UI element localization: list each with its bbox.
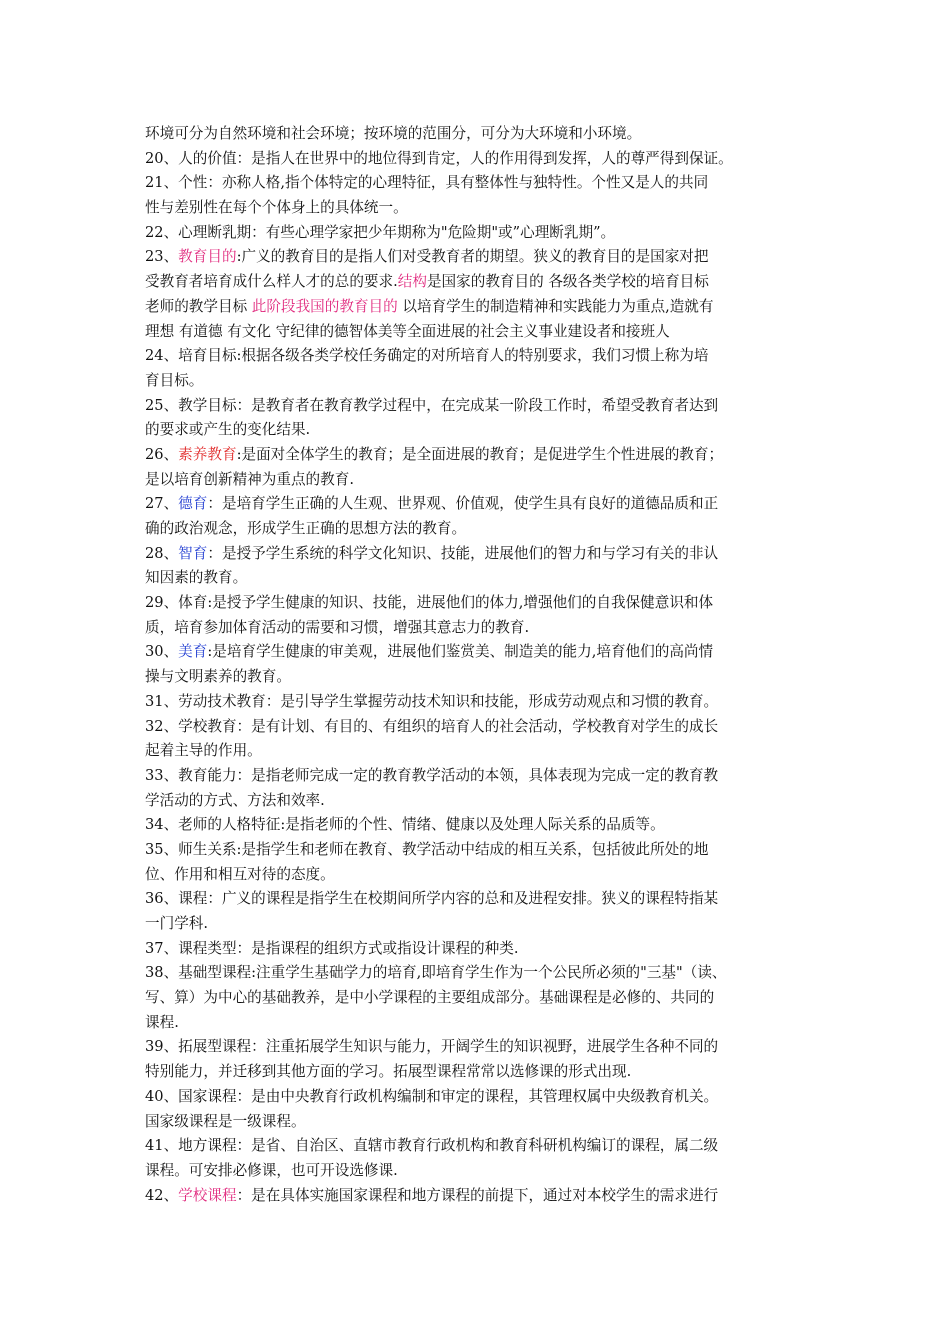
term-definition: ：是授予学生系统的科学文化知识、技能，进展他们的智力和与学习有关的非认: [207, 544, 719, 562]
highlighted-term: 素养教育: [178, 445, 237, 463]
text-line: [145, 542, 813, 567]
text-line: 质，培育参加体育活动的需要和习惯，增强其意志力的教育.: [145, 618, 530, 636]
text-line: 35、师生关系:是指学生和老师在教育、教学活动中结成的相互关系，包括彼此所处的地: [145, 840, 709, 858]
term-definition: :是面对全体学生的教育；是全面进展的教育；是促进学生个性进展的教育；: [236, 445, 724, 463]
text-line: 37、课程类型：是指课程的组织方式或指设计课程的种类.: [145, 939, 519, 957]
text-line: [145, 1184, 813, 1209]
text-line: 是以培育创新精神为重点的教育.: [145, 470, 354, 488]
text-line: 理想 有道德 有文化 守纪律的德智体美等全面进展的社会主义事业建设者和接班人: [145, 322, 670, 340]
text-line: 知因素的教育。: [145, 569, 248, 587]
text-segment: 以培育学生的制造精神和实践能力为重点,造就有: [397, 297, 714, 315]
text-line: 29、体育:是授予学生健康的知识、技能，进展他们的体力,增强他们的自我保健意识和体: [145, 594, 714, 612]
text-line: 的要求或产生的变化结果.: [145, 421, 311, 439]
text-line: 课程。可安排必修课，也可开设选修课.: [145, 1161, 398, 1179]
text-line: [145, 492, 813, 517]
text-line: 41、地方课程：是省、自治区、直辖市教育行政机构和教育科研机构编订的课程，属二级: [145, 1137, 719, 1155]
item-number: 42、: [145, 1186, 179, 1204]
text-line: 38、基础型课程:注重学生基础学力的培育,即培育学生作为一个公民所必须的"三基"（读、: [145, 964, 727, 982]
text-line: 特别能力，并迁移到其他方面的学习。拓展型课程常常以选修课的形式出现.: [145, 1063, 632, 1081]
highlighted-term: 智育: [178, 544, 208, 562]
text-line: [145, 245, 813, 270]
highlighted-term: 学校课程: [178, 1186, 237, 1204]
text-line: 确的政治观念，形成学生正确的思想方法的教育。: [145, 520, 467, 537]
item-number: 26、: [145, 445, 179, 463]
text-line: 起着主导的作用。: [145, 742, 262, 760]
text-line: 性与差别性在每个个体身上的具体统一。: [145, 199, 408, 217]
highlighted-term: 美育: [178, 643, 208, 661]
text-line: 40、国家课程：是由中央教育行政机构编制和审定的课程，其管理权属中央级教育机关。: [145, 1087, 719, 1105]
document-body: [145, 122, 813, 1208]
highlighted-term: 教育目的: [178, 248, 237, 266]
text-line: [145, 640, 813, 665]
text-line: [145, 295, 813, 320]
item-number: 28、: [145, 544, 179, 562]
text-line: 位、作用和相互对待的态度。: [145, 865, 335, 883]
text-line: 学活动的方式、方法和效率.: [145, 791, 325, 809]
text-line: 24、培育目标:根据各级各类学校任务确定的对所培育人的特别要求，我们习惯上称为培: [145, 347, 709, 365]
text-line: 20、人的价值：是指人在世界中的地位得到肯定，人的作用得到发挥，人的尊严得到保证。: [145, 149, 733, 167]
text-line: [145, 443, 813, 468]
text-line: 36、课程：广义的课程是指学生在校期间所学内容的总和及进程安排。狭义的课程特指某: [145, 890, 719, 908]
term-definition: ：是在具体实施国家课程和地方课程的前提下，通过对本校学生的需求进行: [236, 1186, 719, 1204]
text-line: 34、老师的人格特征:是指老师的个性、情绪、健康以及处理人际关系的品质等。: [145, 816, 665, 834]
text-line: 国家级课程是一级课程。: [145, 1112, 306, 1130]
text-line: 课程.: [145, 1013, 179, 1031]
text-segment: 受教育者培育成什么样人才的总的要求.: [145, 273, 398, 291]
term-definition: ：是培育学生正确的人生观、世界观、价值观，使学生具有良好的道德品质和正: [207, 495, 719, 513]
text-line: 育目标。: [145, 371, 204, 389]
text-line: 25、教学目标：是教育者在教育教学过程中，在完成某一阶段工作时，希望受教育者达到: [145, 396, 719, 414]
text-line: 一门学科.: [145, 915, 209, 932]
highlighted-term: 德育: [178, 495, 208, 513]
item-number: 23、: [145, 248, 179, 266]
term-definition: :是培育学生健康的审美观，进展他们鉴赏美、制造美的能力,培育他们的高尚情: [207, 643, 714, 661]
text-line: 21、个性：亦称人格,指个体特定的心理特征，具有整体性与独特性。个性又是人的共同: [145, 174, 709, 192]
text-segment: 老师的教学目标: [145, 297, 252, 315]
text-line: 32、学校教育：是有计划、有目的、有组织的培育人的社会活动，学校教育对学生的成长: [145, 717, 719, 735]
term-definition: :广义的教育目的是指人们对受教育者的期望。狭义的教育目的是国家对把: [236, 248, 709, 266]
item-number: 30、: [145, 643, 179, 661]
text-line: 环境可分为自然环境和社会环境；按环境的范围分，可分为大环境和小环境。: [145, 125, 642, 142]
text-line: 33、教育能力：是指老师完成一定的教育教学活动的本领，具体表现为完成一定的教育教: [145, 766, 719, 784]
text-line: 操与文明素养的教育。: [145, 668, 291, 686]
text-line: [145, 270, 813, 295]
text-line: 写、算）为中心的基础教养，是中小学课程的主要组成部分。基础课程是必修的、共同的: [145, 989, 715, 1007]
text-line: 22、心理断乳期：有些心理学家把少年期称为"危险期"或”心理断乳期”。: [145, 223, 616, 241]
item-number: 27、: [145, 495, 179, 513]
highlighted-term: 结构: [397, 273, 427, 291]
text-line: 31、劳动技术教育：是引导学生掌握劳动技术知识和技能，形成劳动观点和习惯的教育。: [145, 692, 719, 710]
text-line: 39、拓展型课程：注重拓展学生知识与能力，开阔学生的知识视野，进展学生各种不同的: [145, 1038, 719, 1056]
highlighted-term: 此阶段我国的教育目的: [251, 297, 398, 315]
text-segment: 是国家的教育目的 各级各类学校的培育目标: [426, 273, 709, 291]
